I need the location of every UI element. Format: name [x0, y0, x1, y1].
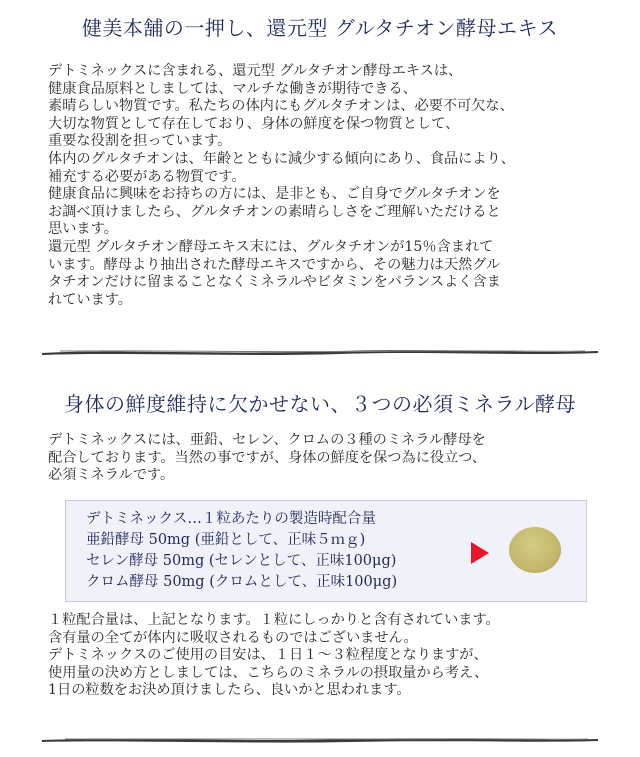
- ingredient-item: セレン酵母 50mg (セレンとして、正味100μg): [86, 553, 397, 569]
- text-line: 思います。: [48, 221, 118, 238]
- ingredient-item: 亜鉛酵母 50mg (亜鉛として、正味５ｍｇ): [86, 532, 366, 548]
- text-line: デトミネックスのご使用の目安は、１日１～３粒程度となりますが、: [48, 647, 488, 664]
- ingredient-box-title: デトミネックス…１粒あたりの製造時配合量: [86, 511, 376, 527]
- section2-outro: [48, 612, 618, 700]
- section1-text: [48, 63, 618, 309]
- brush-divider: [40, 734, 600, 746]
- text-line: 体内のグルタチオンは、年齢とともに減少する傾向にあり、食品により、: [48, 150, 515, 167]
- text-line: デトミネックスには、亜鉛、セレン、クロムの３種のミネラル酵母を: [48, 432, 486, 448]
- text-line: デトミネックスに含まれる、還元型 グルタチオン酵母エキスは、: [48, 63, 463, 79]
- ingredient-list: [86, 509, 397, 593]
- right-arrow-icon: [471, 542, 489, 564]
- text-line: 含有量の全てが体内に吸収されるものではございません。: [48, 629, 418, 646]
- text-line: 重要な役割を担っています。: [48, 133, 232, 150]
- text-line: 補充する必要がある物質です。: [48, 168, 246, 185]
- text-line: １粒配合量は、上記となります。１粒にしっかりと含有されています。: [48, 612, 500, 628]
- text-line: 健康食品原料としましては、マルチな働きが期待できる、: [48, 80, 417, 97]
- text-line: 素晴らしい物質です。私たちの体内にもグルタチオンは、必要不可欠な、: [48, 98, 514, 115]
- text-line: 健康食品に興味をお持ちの方には、是非とも、ご自身でグルタチオンを: [48, 186, 501, 203]
- text-line: れています。: [48, 291, 132, 308]
- brush-divider: [40, 346, 600, 358]
- text-line: 使用量の決め方としましては、こちらのミネラルの摂取量から考え、: [48, 664, 489, 681]
- tablet-image: [509, 527, 561, 573]
- text-line: 1日の粒数をお決め頂けましたら、良いかと思われます。: [48, 682, 411, 699]
- section1-heading: 健美本舗の一押し、還元型 グルタチオン酵母エキス: [81, 16, 559, 40]
- text-line: タチオンだけに留まることなくミネラルやビタミンをバランスよく含ま: [48, 274, 501, 291]
- text-line: 大切な物質として存在しており、身体の鮮度を保つ物質として、: [48, 115, 460, 132]
- text-line: お調べ頂けましたら、グルタチオンの素晴らしさをご理解いただけると: [48, 203, 501, 220]
- text-line: 還元型 グルタチオン酵母エキス末には、グルタチオンが15％含まれて: [48, 238, 494, 255]
- text-line: 配合しております。当然の事ですが、身体の鮮度を保つ為に役立つ、: [48, 449, 487, 466]
- ingredient-item: クロム酵母 50mg (クロムとして、正味100μg): [86, 574, 398, 590]
- section2-heading: 身体の鮮度維持に欠かせない、３つの必須ミネラル酵母: [64, 392, 576, 416]
- text-line: 必須ミネラルです。: [48, 467, 175, 484]
- text-line: います。酵母より抽出された酵母エキスですから、その魅力は天然グル: [48, 256, 501, 273]
- ingredient-box: [65, 500, 587, 602]
- section2-intro: [48, 432, 618, 485]
